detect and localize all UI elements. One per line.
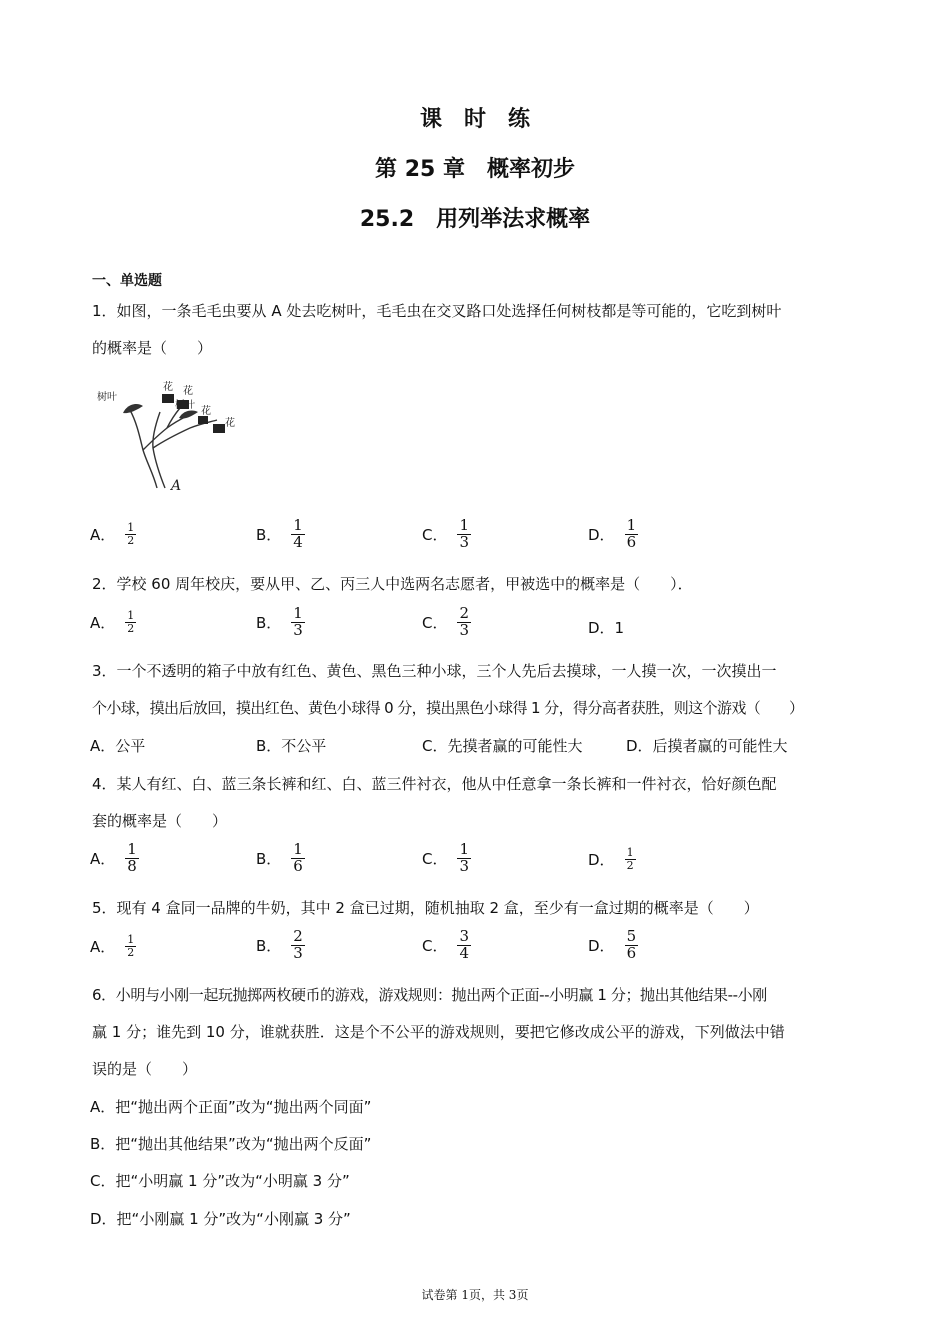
question-3-option-c: C．先摸者赢的可能性大 — [422, 737, 583, 755]
flower-box-3 — [198, 416, 208, 424]
question-5-option-b: B． $\frac{2}{3}$ — [256, 927, 303, 962]
figure-flower-label-3: 花 — [201, 406, 211, 417]
leaf-shape-2 — [179, 410, 198, 418]
question-5-option-c: C． $\frac{3}{4}$ — [422, 927, 470, 962]
page-title: 课 时 练 — [419, 107, 530, 132]
figure-flower-label-4: 花 — [225, 418, 235, 429]
question-5-line-1: 5．现有 4 盒同一品牌的牛奶，其中 2 盒已过期，随机抽取 2 盒，至少有一盒过期的概率是（ ） — [92, 899, 759, 917]
question-4-option-b: B． $\frac{1}{6}$ — [256, 840, 303, 875]
figure-leaf-label-2: 树叶 — [175, 400, 195, 411]
figure-point-label: A — [171, 478, 182, 494]
question-6-line-3: 误的是（ ） — [92, 1060, 198, 1078]
question-4-option-d: D． $\frac{1}{2}$ — [588, 846, 634, 872]
question-3-option-b: B．不公平 — [256, 737, 327, 755]
question-2-option-b: B． $\frac{1}{3}$ — [256, 604, 303, 639]
question-3-option-d: D．后摸者赢的可能性大 — [626, 737, 788, 755]
question-4-option-a: A． $\frac{1}{8}$ — [90, 840, 137, 875]
section-title: 25.2 用列举法求概率 — [359, 207, 591, 232]
question-1-option-b: B． $\frac{1}{4}$ — [256, 516, 303, 551]
question-3-option-a: A．公平 — [90, 737, 146, 755]
question-6-line-1: 6．小明与小刚一起玩抛掷两枚硬币的游戏，游戏规则：抛出两个正面--小明赢 1 分；抛出其他结果--小刚 — [92, 986, 767, 1004]
question-1-line-1: 1．如图，一条毛毛虫要从 A 处去吃树叶，毛毛虫在交叉路口处选择任何树枝都是等可能的，它吃到树叶 — [92, 302, 782, 320]
question-1-option-d: D． $\frac{1}{6}$ — [588, 516, 637, 551]
question-1-line-2: 的概率是（ ） — [92, 339, 213, 357]
question-2-option-a: A． $\frac{1}{2}$ — [90, 609, 135, 635]
question-5-option-a: A． $\frac{1}{2}$ — [90, 933, 135, 959]
question-4-line-2: 套的概率是（ ） — [92, 812, 228, 830]
flower-box-1 — [162, 394, 174, 403]
question-6-option-c: C．把“小明赢 1 分”改为“小明赢 3 分” — [90, 1172, 350, 1190]
caterpillar-tree-figure — [95, 378, 245, 496]
question-4-option-c: C． $\frac{1}{3}$ — [422, 840, 470, 875]
question-6-option-d: D．把“小刚赢 1 分”改为“小刚赢 3 分” — [90, 1210, 351, 1228]
question-2-option-d: D．1 — [588, 619, 625, 637]
figure-leaf-label-1: 树叶 — [97, 392, 117, 403]
question-6-option-a: A．把“抛出两个正面”改为“抛出两个同面” — [90, 1098, 372, 1116]
question-6-line-2: 赢 1 分；谁先到 10 分，谁就获胜．这是个不公平的游戏规则，要把它修改成公平的游戏，下列做法中错 — [92, 1023, 785, 1041]
question-3-line-1: 3．一个不透明的箱子中放有红色、黄色、黑色三种小球，三个人先后去摸球，一人摸一次，一次摸出一 — [92, 662, 777, 680]
question-4-line-1: 4．某人有红、白、蓝三条长裤和红、白、蓝三件衬衣，他从中任意拿一条长裤和一件衬衣，恰好颜色配 — [92, 775, 777, 793]
flower-box-4 — [213, 424, 225, 433]
figure-flower-label-1: 花 — [163, 382, 173, 393]
question-2-line-1: 2．学校 60 周年校庆，要从甲、乙、丙三人中选两名志愿者，甲被选中的概率是（ ）． — [92, 575, 693, 593]
question-1-option-a: A． $\frac{1}{2}$ — [90, 521, 135, 547]
question-5-option-d: D． $\frac{5}{6}$ — [588, 927, 637, 962]
question-1-option-c: C． $\frac{1}{3}$ — [422, 516, 470, 551]
leaf-shape-1 — [123, 404, 143, 413]
question-2-option-c: C． $\frac{2}{3}$ — [422, 604, 470, 639]
section-heading: 一、单选题 — [92, 273, 162, 289]
page-footer: 试卷第 1页，共 3页 — [421, 1288, 529, 1302]
question-6-option-b: B．把“抛出其他结果”改为“抛出两个反面” — [90, 1135, 372, 1153]
chapter-title: 第 25 章 概率初步 — [375, 157, 575, 182]
question-3-line-2: 个小球，摸出后放回，摸出红色、黄色小球得 0 分，摸出黑色小球得 1 分，得分高者获胜，则这个游戏（ ） — [92, 699, 804, 717]
figure-flower-label-2: 花 — [183, 386, 193, 397]
